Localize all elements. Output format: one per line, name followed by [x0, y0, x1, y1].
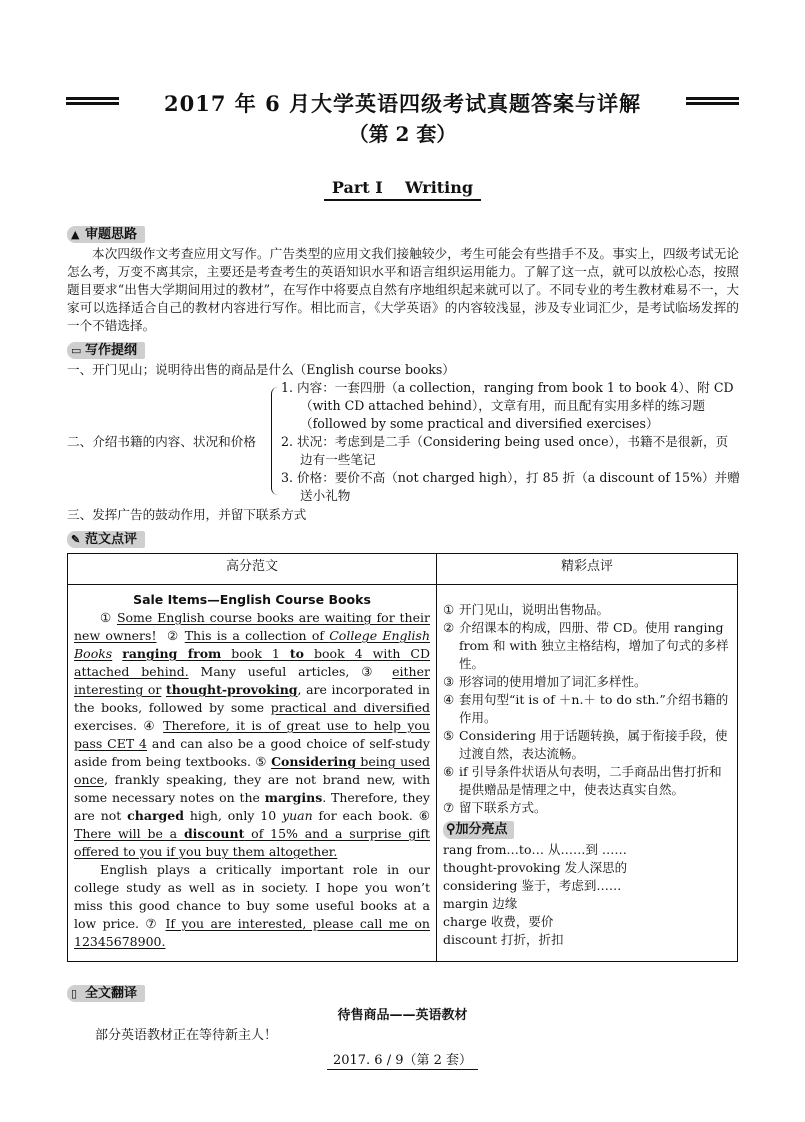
comment-text: 留下联系方式。: [459, 800, 547, 815]
highlight-item: margin 边缘: [443, 896, 518, 911]
shenti-paragraph: 本次四级作文考查应用文写作。广告类型的应用文我们接触较少，考生可能会有些措手不及。事实上，四级考试无论怎么考，万变不离其宗，主要还是考查考生的英语知识水平和语言组织运用能力。了解了这一点，就可以放松心态，按照题目要求“出售大学期间用过的教材”，在写作中将要点自然有序地组织起来就可以了。不同专业的考生教材难易不一，大家可以选择适合自己的教材内容进行写作。相比而言，《大学英语》的内容较浅显，涉及专业词汇少，是考试临场发挥的一个不错选择。: [67, 246, 739, 333]
page-footer: [0, 1049, 805, 1068]
page-title: 2017 年 6 月大学英语四级考试真题答案与详解: [164, 91, 641, 116]
comment-text: 介绍课本的构成，四册、带 CD。使用 ranging from 和 with 独立主格结构，增加了句式的多样性。: [459, 620, 729, 671]
comments-cell: [437, 585, 738, 962]
section-tag-essay: [67, 531, 145, 548]
outline-item-3: 三、发挥广告的鼓动作用，并留下联系方式: [67, 507, 307, 522]
comment-number: ⑦: [443, 800, 455, 815]
phrase-ranging-from: ranging from: [122, 646, 222, 661]
outline-brace: [271, 387, 278, 495]
comment-number: ⑥: [443, 764, 455, 779]
comment-number: ④: [443, 692, 455, 707]
section-tag-shenti: [67, 226, 145, 243]
comment-item: [443, 619, 731, 673]
book-title: College English Books: [74, 628, 430, 661]
sentence-4: Therefore, it is of great use to help you pass CET 4: [74, 718, 430, 751]
comment-item: [443, 799, 731, 817]
comment-number: ⑤: [443, 728, 455, 743]
outline-sub-1b: （with CD attached behind），文章有用，而且配有实用多样的练习题: [300, 398, 705, 413]
notebook-icon: ▭: [71, 344, 82, 357]
mountain-icon: ▲: [71, 228, 80, 241]
sentence-text: . Therefore, they are not: [74, 790, 430, 823]
highlight-item: discount 打折，折扣: [443, 932, 564, 947]
sentence-2-text: This is a collection of: [184, 628, 330, 643]
outline-sub-3a: 3. 价格：要价不高（not charged high），打 85 折（a discount of 15%）并赠: [281, 470, 740, 485]
comments-list: [443, 601, 731, 817]
comment-item: [443, 691, 731, 727]
word-charged: charged: [127, 808, 184, 823]
page-subtitle: （第 2 套）: [348, 122, 457, 146]
word-yuan: yuan: [282, 808, 313, 823]
comment-text: Considering 用于话题转换，属于衔接手段，使过渡自然，表达流畅。: [459, 728, 728, 761]
highlight-item: charge 收费，要价: [443, 914, 554, 929]
outline-sub-2a: 2. 状况：考虑到是二手（Considering being used once），书籍不是很新，页: [281, 434, 729, 449]
section-tag-label: 写作提纲: [85, 343, 138, 358]
phrase-practical-diversified: practical and diversified: [270, 700, 430, 715]
sentence-2-text: book 4 with CD attached behind.: [74, 646, 430, 679]
document-icon: ▯: [71, 987, 78, 1000]
highlights-label: 加分亮点: [455, 822, 508, 837]
section-tag-label: 范文点评: [85, 532, 138, 547]
sentence-2-text: book 1: [221, 646, 290, 661]
essay-paragraph-2: [74, 861, 430, 951]
col-header-comments: 精彩点评: [437, 554, 738, 585]
highlight-item: rang from…to… 从……到 ……: [443, 842, 627, 857]
marker-5: ⑤: [255, 754, 267, 769]
sentence-6: There will be a: [74, 826, 184, 841]
marker-7: ⑦: [145, 916, 160, 931]
highlights-tag: [443, 821, 514, 839]
highlights-list: [443, 841, 731, 949]
comment-text: 形容词的使用增加了词汇多样性。: [459, 674, 647, 689]
translation-line-1: 部分英语教材正在等待新主人！: [95, 1028, 278, 1043]
comment-number: ③: [443, 674, 455, 689]
section-tag-translation: [67, 985, 145, 1002]
outline-item-2: 二、介绍书籍的内容、状况和价格: [67, 434, 256, 449]
marker-3: ③: [361, 664, 381, 679]
sentence-text: English plays a critically important role in our college study as well as in society. I hope you won’t miss this good chance to buy some useful books at a low price.: [74, 862, 430, 931]
col-header-essay: 高分范文: [68, 554, 437, 585]
sentence-text: for each book.: [312, 808, 419, 823]
sentence-1: Some English course books are waiting for their new owners!: [74, 610, 430, 643]
outline-sub-3b: 送小礼物: [300, 488, 351, 503]
essay-title: Sale Items—English Course Books: [133, 592, 371, 607]
part-heading-text: Part I Writing: [324, 178, 481, 201]
sentence-6: of 15% and a surprise gift offered to you if you buy them altogether.: [74, 826, 430, 859]
magnifier-icon: ⚲: [446, 822, 456, 837]
marker-4: ④: [143, 718, 157, 733]
phrase-either-or: either interesting or: [74, 664, 430, 697]
marker-1: ①: [100, 610, 113, 625]
outline-sub-2b: 边有一些笔记: [300, 452, 376, 467]
section-tag-label: 审题思路: [85, 227, 138, 242]
marker-2: ②: [166, 628, 180, 643]
comment-number: ②: [443, 620, 455, 635]
section-tag-outline: [67, 342, 145, 359]
comment-item: [443, 601, 731, 619]
phrase-to: to: [289, 646, 305, 661]
essay-paragraph-1: [74, 609, 430, 861]
comment-item: [443, 763, 731, 799]
highlight-item: thought-provoking 发人深思的: [443, 860, 628, 875]
word-thought-provoking: thought-provoking: [165, 682, 298, 697]
comment-item: [443, 727, 731, 763]
sentence-text: and can also be a good choice of self-study aside from being textbooks.: [74, 736, 430, 769]
comment-text: 开门见山，说明出售物品。: [459, 602, 610, 617]
word-discount: discount: [183, 826, 245, 841]
outline-item-1: 一、开门见山；说明待出售的商品是什么（English course books）: [67, 362, 455, 377]
sentence-text: , frankly speaking, they are not brand new, with some necessary notes on the: [74, 772, 430, 805]
section-tag-label: 全文翻译: [85, 986, 138, 1001]
sentence-7: If you are interested, please call me on 12345678900.: [74, 916, 430, 949]
phrase-being-used-once: being used once: [74, 754, 430, 787]
outline-sub-1c: （followed by some practical and diversified exercises）: [300, 416, 659, 431]
comment-item: [443, 673, 731, 691]
sentence-text: high, only 10: [183, 808, 283, 823]
essay-cell: [68, 585, 437, 962]
word-considering: Considering: [271, 754, 357, 769]
comment-text: if 引导条件状语从句表明，二手商品出售打折和提供赠品是情理之中，使表达真实自然。: [459, 764, 722, 797]
sentence-text: , are incorporated in the books, followed by some: [74, 682, 430, 715]
sentence-text: exercises.: [74, 718, 138, 733]
footer-text: 2017. 6 / 9（第 2 套）: [327, 1053, 478, 1070]
part-heading: [0, 178, 805, 197]
outline-sub-1a: 1. 内容：一套四册（a collection，ranging from book 1 to book 4）、附 CD: [281, 380, 734, 395]
word-margins: margins: [264, 790, 323, 805]
comment-number: ①: [443, 602, 455, 617]
marker-6: ⑥: [418, 808, 430, 823]
comment-text: 套用句型“it is of ＋n.＋ to do sth.”介绍书籍的作用。: [459, 692, 729, 725]
highlight-item: considering 鉴于，考虑到……: [443, 878, 622, 893]
translation-title: 待售商品——英语教材: [337, 1008, 468, 1023]
sentence-text: Many useful articles,: [188, 664, 362, 679]
essay-table: [67, 553, 738, 962]
pen-icon: ✎: [71, 533, 81, 546]
